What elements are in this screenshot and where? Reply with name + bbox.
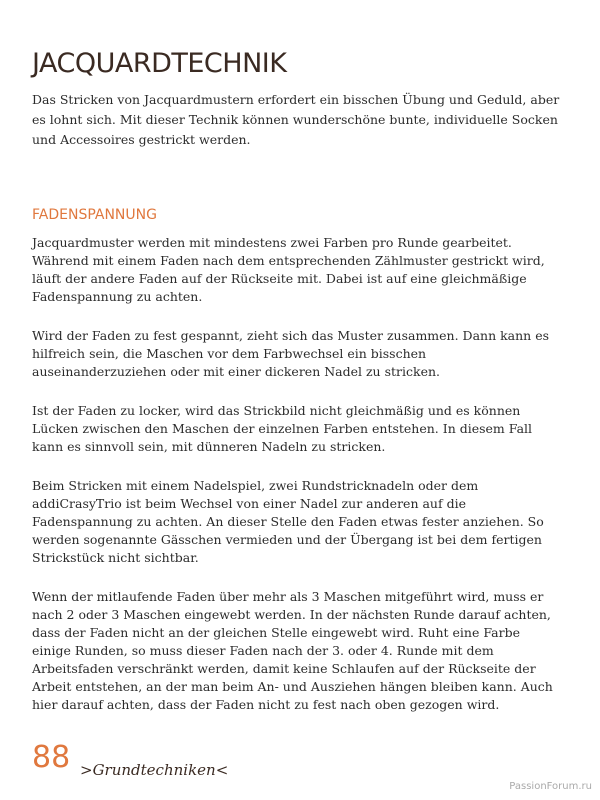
footer-section-label: >Grundtechniken< (80, 761, 229, 779)
body-paragraph: Ist der Faden zu locker, wird das Strickbild nicht gleichmäßig und es können Lücken zwischen den Maschen der einzelnen Farben entstehen. In diesem Fall kann es sinnvoll sein, mit dünneren Nadeln zu stricken. (32, 403, 533, 454)
intro-paragraph: Das Stricken von Jacquardmustern erfordert ein bisschen Übung und Geduld, aber es lohnt sich. Mit dieser Technik können wunderschöne bunte, individuelle Socken und Accessoires gestrickt werden. (32, 92, 560, 147)
watermark: PassionForum.ru (509, 781, 592, 792)
section-heading: FADENSPANNUNG (32, 207, 157, 223)
body-paragraph: Wenn der mitlaufende Faden über mehr als 3 Maschen mitgeführt wird, muss er nach 2 oder 3 Maschen eingewebt werden. In der nächsten Runde darauf achten, dass der Faden nicht an der gleichen Stelle eingewebt wird. Ruht eine Farbe einige Runden, so muss dieser Faden nach der 3. oder 4. Runde mit dem Arbeitsfaden verschränkt werden, damit keine Schlaufen auf der Rückseite der Arbeit entstehen, an der man beim An- und Ausziehen hängen bleiben kann. Auch hier darauf achten, dass der Faden nicht zu fest nach oben gezogen wird. (32, 589, 553, 712)
body-paragraph: Jacquardmuster werden mit mindestens zwei Farben pro Runde gearbeitet. Während mit einem Faden nach dem entsprechenden Zählmuster gestrickt wird, läuft der andere Faden auf der Rückseite mit. Dabei ist auf eine gleichmäßige Fadenspannung zu achten. (32, 235, 545, 304)
page-title: JACQUARDTECHNIK (32, 48, 287, 79)
page-number: 88 (32, 740, 71, 775)
section-body (32, 234, 562, 735)
body-paragraph: Wird der Faden zu fest gespannt, zieht sich das Muster zusammen. Dann kann es hilfreich sein, die Maschen vor dem Farbwechsel ein bisschen auseinanderzuziehen oder mit einer dickeren Nadel zu stricken. (32, 328, 550, 379)
body-paragraph: Beim Stricken mit einem Nadelspiel, zwei Rundstricknadeln oder dem addiCrasyTrio ist beim Wechsel von einer Nadel zur anderen auf die Fadenspannung zu achten. An dieser Stelle den Faden etwas fester anziehen. So werden sogenannte Gässchen vermieden und der Übergang ist bei dem fertigen Strickstück nicht sichtbar. (32, 478, 544, 565)
